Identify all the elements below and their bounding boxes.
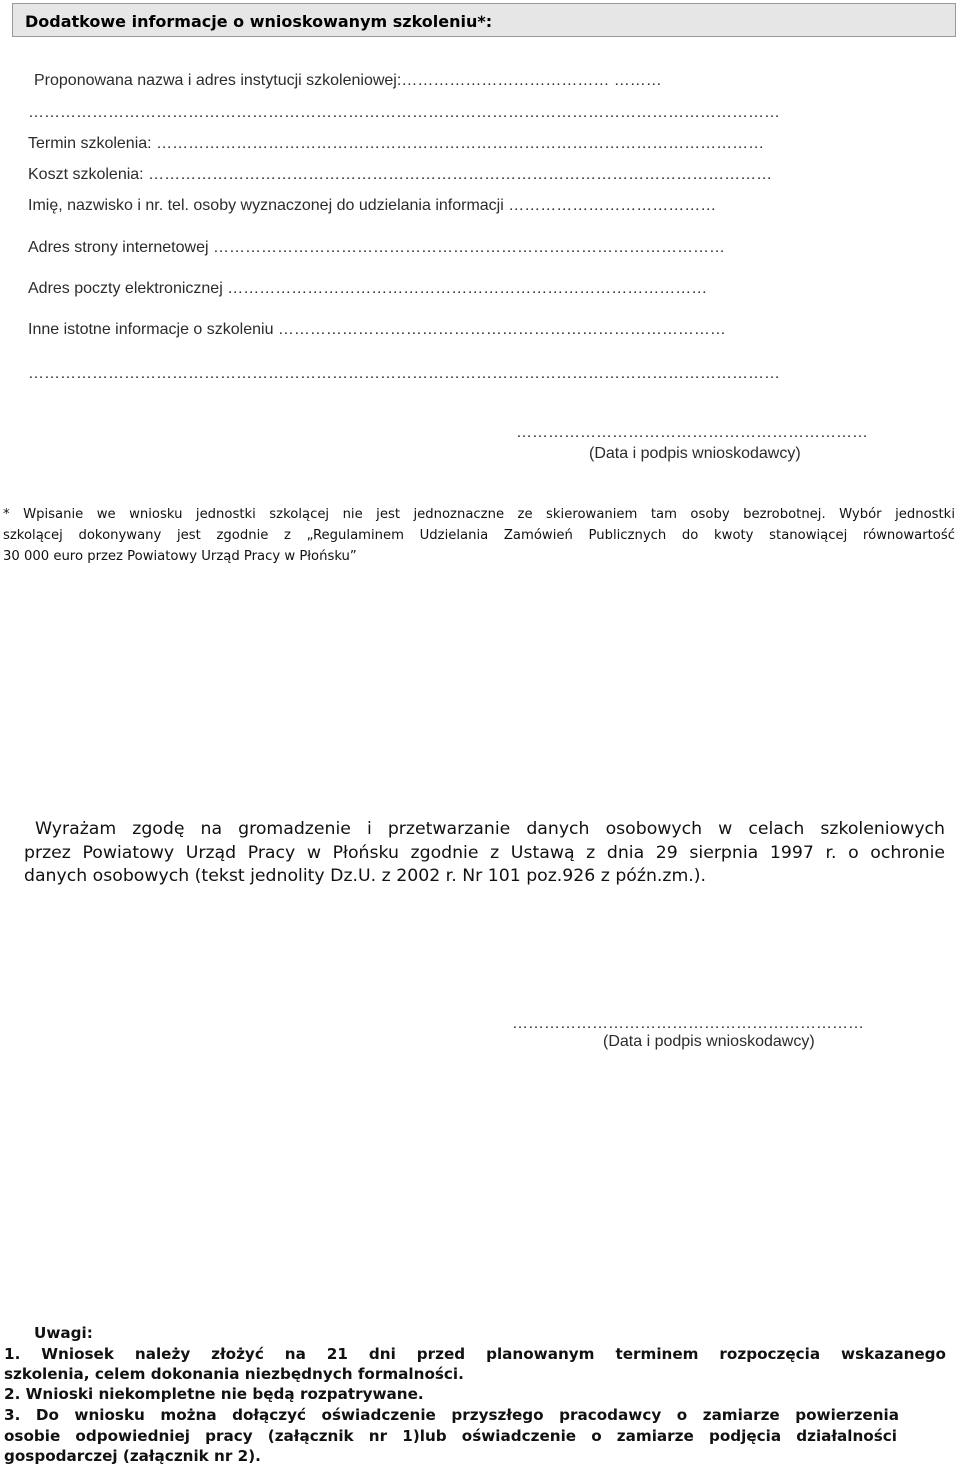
consent-line-1: [35, 819, 945, 839]
remarks-item-1: 1. Wniosek należy złożyć na 21 dni przed planowanym terminem rozpoczęcia wskazanego: [4, 1345, 946, 1363]
field-label: Adres strony internetowej: [28, 239, 209, 256]
signature-line-2: …………………………………………………………: [512, 1015, 864, 1032]
section-header: [12, 3, 956, 37]
signature-caption-1: (Data i podpis wnioskodawcy): [589, 445, 801, 462]
field-other-info: [28, 321, 726, 339]
field-email: [28, 280, 707, 298]
consent-text-2: przez Powiatowy Urząd Pracy w Płońsku zgodnie z Ustawą z dnia 29 sierpnia 1997 r. o ochronie: [24, 843, 945, 863]
field-label: Termin szkolenia:: [28, 135, 152, 152]
consent-text-1: Wyrażam zgodę na gromadzenie i przetwarzanie danych osobowych w celach szkoleniowych: [35, 819, 945, 839]
field-dots: …………………………………: [508, 197, 717, 214]
consent-line-3: danych osobowych (tekst jednolity Dz.U. z 2002 r. Nr 101 poz.926 z późn.zm.).: [24, 866, 707, 886]
remarks-item-3-cont: osobie odpowiedniej pracy (załącznik nr 1)lub oświadczenie o zamiarze podjęcia działalności: [4, 1427, 897, 1445]
signature-caption-2: (Data i podpis wnioskodawcy): [603, 1033, 815, 1050]
field-dots: ……………………………………………………………………………………………………………………………: [28, 365, 780, 382]
field-label: Adres poczty elektronicznej: [28, 280, 223, 297]
field-contact-person: [28, 197, 716, 215]
field-dots: …………………………………………………………………………: [277, 321, 726, 338]
remarks-item-3: 3. Do wniosku można dołączyć oświadczenie przyszłego pracodawcy o zamiarze powierzenia: [4, 1406, 899, 1424]
field-dots: ………………………………………………………………………………: [227, 280, 708, 297]
remarks-item-1-cont: szkolenia, celem dokonania niezbędnych formalności.: [4, 1365, 464, 1383]
section-title: Dodatkowe informacje o wnioskowanym szkoleniu*:: [25, 12, 493, 31]
field-other-info-cont: [28, 365, 932, 388]
field-website: [28, 239, 725, 257]
field-dots: ……………………………………………………………………………………………………………………………: [28, 104, 780, 121]
remarks-title: Uwagi:: [34, 1324, 93, 1342]
footnote-line-1: * Wpisanie we wniosku jednostki szkolącej nie jest jednoznaczne ze skierowaniem tam osoby bezrobotnej. Wybór jednostki: [3, 507, 955, 522]
field-dots: ………………………………………………………………………………………………………: [148, 166, 773, 183]
remarks-item-2: 2. Wnioski niekompletne nie będą rozpatrywane.: [4, 1385, 424, 1403]
footnote-line-2: szkolącej dokonywany jest zgodnie z „Regulaminem Udzielania Zamówień Publicznych do kwoty stanowiącej równowartość: [3, 528, 955, 543]
field-dots: ………………………………… ………: [401, 72, 662, 89]
remarks-item-3-end: gospodarczej (załącznik nr 2).: [4, 1447, 261, 1465]
field-cost: [28, 166, 772, 184]
field-institution: [34, 72, 662, 90]
signature-line-1: …………………………………………………………: [516, 424, 868, 441]
consent-line-2: [24, 843, 945, 863]
footnote-line-3: 30 000 euro przez Powiatowy Urząd Pracy w Płońsku”: [3, 549, 357, 564]
field-date: [28, 135, 764, 153]
field-institution-cont: [28, 104, 932, 127]
field-label: Inne istotne informacje o szkoleniu: [28, 321, 274, 338]
field-label: Proponowana nazwa i adres instytucji szkoleniowej:: [34, 72, 402, 89]
field-label: Imię, nazwisko i nr. tel. osoby wyznaczonej do udzielania informacji: [28, 197, 504, 214]
field-dots: ……………………………………………………………………………………………………: [156, 135, 765, 152]
field-dots: ……………………………………………………………………………………: [212, 239, 725, 256]
field-label: Koszt szkolenia:: [28, 166, 144, 183]
